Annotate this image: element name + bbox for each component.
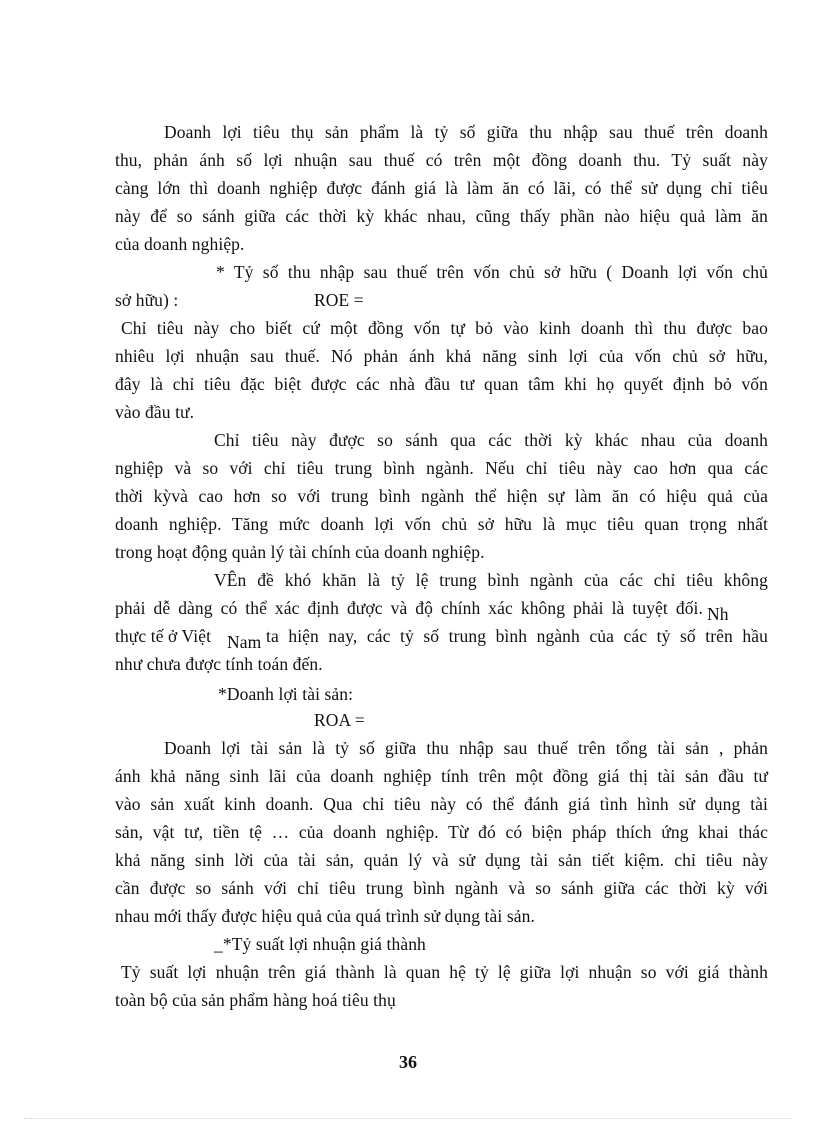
paragraph-line: vào đầu tư.	[115, 402, 195, 422]
heading-roa: *Doanh lợi tài sản:	[218, 684, 354, 704]
paragraph-line-fragment: Nam	[227, 632, 262, 652]
paragraph-line: như chưa được tính toán đến.	[115, 654, 323, 674]
paragraph-line: nghiệp và so với chỉ tiêu trung bình ngành. Nếu chỉ tiêu này cao hơn qua các	[115, 458, 768, 478]
paragraph-line: thời kỳvà cao hơn so với trung bình ngành thể hiện sự làm ăn có hiệu quả của	[115, 486, 768, 506]
paragraph-line: Tỷ suất lợi nhuận trên giá thành là quan hệ tỷ lệ giữa lợi nhuận so với giá thành	[121, 962, 768, 982]
paragraph-line: đây là chỉ tiêu đặc biệt được các nhà đầu tư quan tâm khi họ quyết định bỏ vốn	[115, 374, 768, 394]
paragraph-line-fragment: Nh	[707, 604, 729, 624]
paragraph-line: Doanh lợi tiêu thụ sản phẩm là tỷ số giữa thu nhập sau thuế trên doanh	[164, 122, 768, 142]
formula-roe: ROE =	[314, 290, 364, 310]
heading-roe: * Tỷ số thu nhập sau thuế trên vốn chủ sở hữu ( Doanh lợi vốn chủ	[216, 262, 768, 282]
paragraph-line: doanh nghiệp. Tăng mức doanh lợi vốn chủ sở hữu là mục tiêu quan trọng nhất	[115, 514, 768, 534]
paragraph-line: ánh khả năng sinh lãi của doanh nghiệp tính trên một đồng giá thị tài sản đầu tư	[115, 766, 768, 786]
paragraph-line: sản, vật tư, tiền tệ … của doanh nghiệp. Từ đó có biện pháp thích ứng khai thác	[115, 822, 768, 842]
heading-profit-cost: _*Tỷ suất lợi nhuận giá thành	[214, 934, 426, 954]
paragraph-line: trong hoạt động quản lý tài chính của doanh nghiệp.	[115, 542, 485, 562]
page-number: 36	[399, 1052, 417, 1072]
paragraph-line: Chỉ tiêu này được so sánh qua các thời kỳ khác nhau của doanh	[214, 430, 768, 450]
paragraph-line: Doanh lợi tài sản là tỷ số giữa thu nhập sau thuế trên tổng tài sản , phản	[164, 738, 768, 758]
paragraph-line: phải dễ dàng có thể xác định được và độ chính xác không phải là tuyệt đối.	[115, 598, 703, 618]
paragraph-line: nhau mới thấy được hiệu quả của quá trình sử dụng tài sản.	[115, 906, 535, 926]
paragraph-line: cần được so sánh với chỉ tiêu trung bình ngành và so sánh giữa các thời kỳ với	[115, 878, 768, 898]
paragraph-line: càng lớn thì doanh nghiệp được đánh giá là làm ăn có lãi, có thể sử dụng chỉ tiêu	[115, 178, 768, 198]
paragraph-line: toàn bộ của sản phẩm hàng hoá tiêu thụ	[115, 990, 396, 1010]
paragraph-line: thu, phản ánh số lợi nhuận sau thuế có trên một đồng doanh thu. Tỷ suất này	[115, 150, 768, 170]
formula-roa: ROA =	[314, 710, 365, 730]
paragraph-line: nhiêu lợi nhuận sau thuế. Nó phản ánh khả năng sinh lợi của vốn chủ sở hữu,	[115, 346, 768, 366]
paragraph-line: sở hữu) :	[115, 290, 179, 310]
paragraph-line: thực tế ở Việt	[115, 626, 212, 646]
page-bottom-divider	[24, 1118, 792, 1119]
paragraph-line: VÊn đề khó khăn là tỷ lệ trung bình ngành của các chỉ tiêu không	[214, 570, 768, 590]
paragraph-line: Chỉ tiêu này cho biết cứ một đồng vốn tự bỏ vào kinh doanh thì thu được bao	[121, 318, 768, 338]
paragraph-line: khả năng sinh lời của tài sản, quản lý và sử dụng tài sản tiết kiệm. chỉ tiêu này	[115, 850, 768, 870]
paragraph-line: vào sản xuất kinh doanh. Qua chỉ tiêu này có thể đánh giá tình hình sử dụng tài	[115, 794, 768, 814]
paragraph-line: của doanh nghiệp.	[115, 234, 245, 254]
paragraph-line: ta hiện nay, các tỷ số trung bình ngành của các tỷ số trên hầu	[266, 626, 768, 646]
paragraph-line: này để so sánh giữa các thời kỳ khác nhau, cũng thấy phần nào hiệu quả làm ăn	[115, 206, 768, 226]
